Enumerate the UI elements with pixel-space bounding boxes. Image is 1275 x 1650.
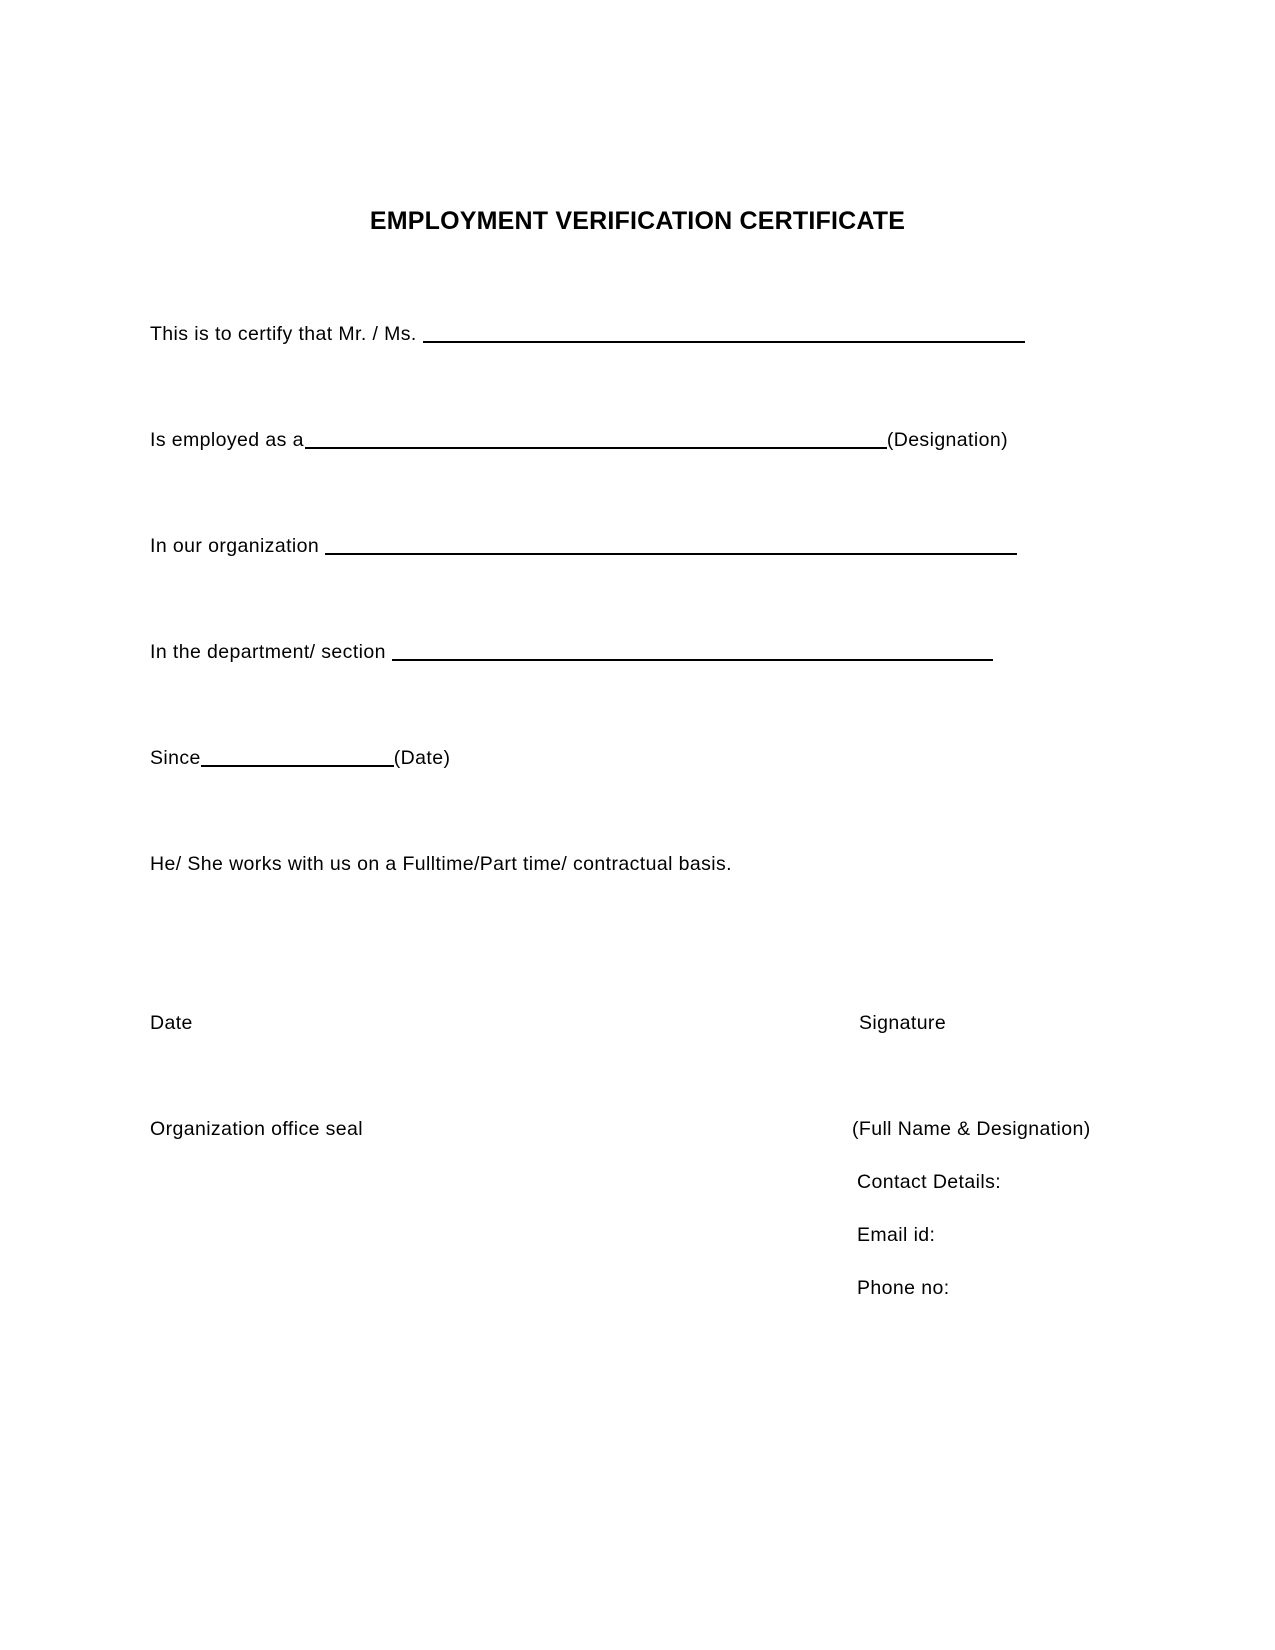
seal-label: Organization office seal bbox=[150, 1118, 364, 1140]
signature-label: Signature bbox=[859, 1012, 947, 1034]
department-row bbox=[150, 634, 993, 664]
designation-blank-line bbox=[305, 447, 887, 449]
since-blank-line bbox=[201, 765, 394, 767]
phone-label: Phone no: bbox=[857, 1277, 950, 1299]
name-row bbox=[150, 316, 1025, 346]
date-suffix: (Date) bbox=[393, 747, 451, 769]
organization-label: In our organization bbox=[150, 535, 320, 557]
name-blank-line bbox=[423, 341, 1025, 343]
employed-label: Is employed as a bbox=[150, 429, 304, 451]
designation-suffix: (Designation) bbox=[886, 429, 1008, 451]
designation-row bbox=[150, 422, 1008, 452]
since-label: Since bbox=[150, 747, 201, 769]
email-label: Email id: bbox=[857, 1224, 936, 1246]
contact-details-label: Contact Details: bbox=[857, 1171, 1002, 1193]
organization-blank-line bbox=[325, 553, 1017, 555]
organization-row bbox=[150, 528, 1017, 558]
basis-statement: He/ She works with us on a Fulltime/Part time/ contractual basis. bbox=[150, 853, 732, 875]
since-row bbox=[150, 740, 450, 770]
department-blank-line bbox=[392, 659, 993, 661]
date-label: Date bbox=[150, 1012, 193, 1034]
certify-label: This is to certify that Mr. / Ms. bbox=[150, 323, 417, 345]
name-designation-label: (Full Name & Designation) bbox=[852, 1118, 1091, 1140]
page-title: EMPLOYMENT VERIFICATION CERTIFICATE bbox=[369, 207, 906, 235]
department-label: In the department/ section bbox=[150, 641, 386, 663]
